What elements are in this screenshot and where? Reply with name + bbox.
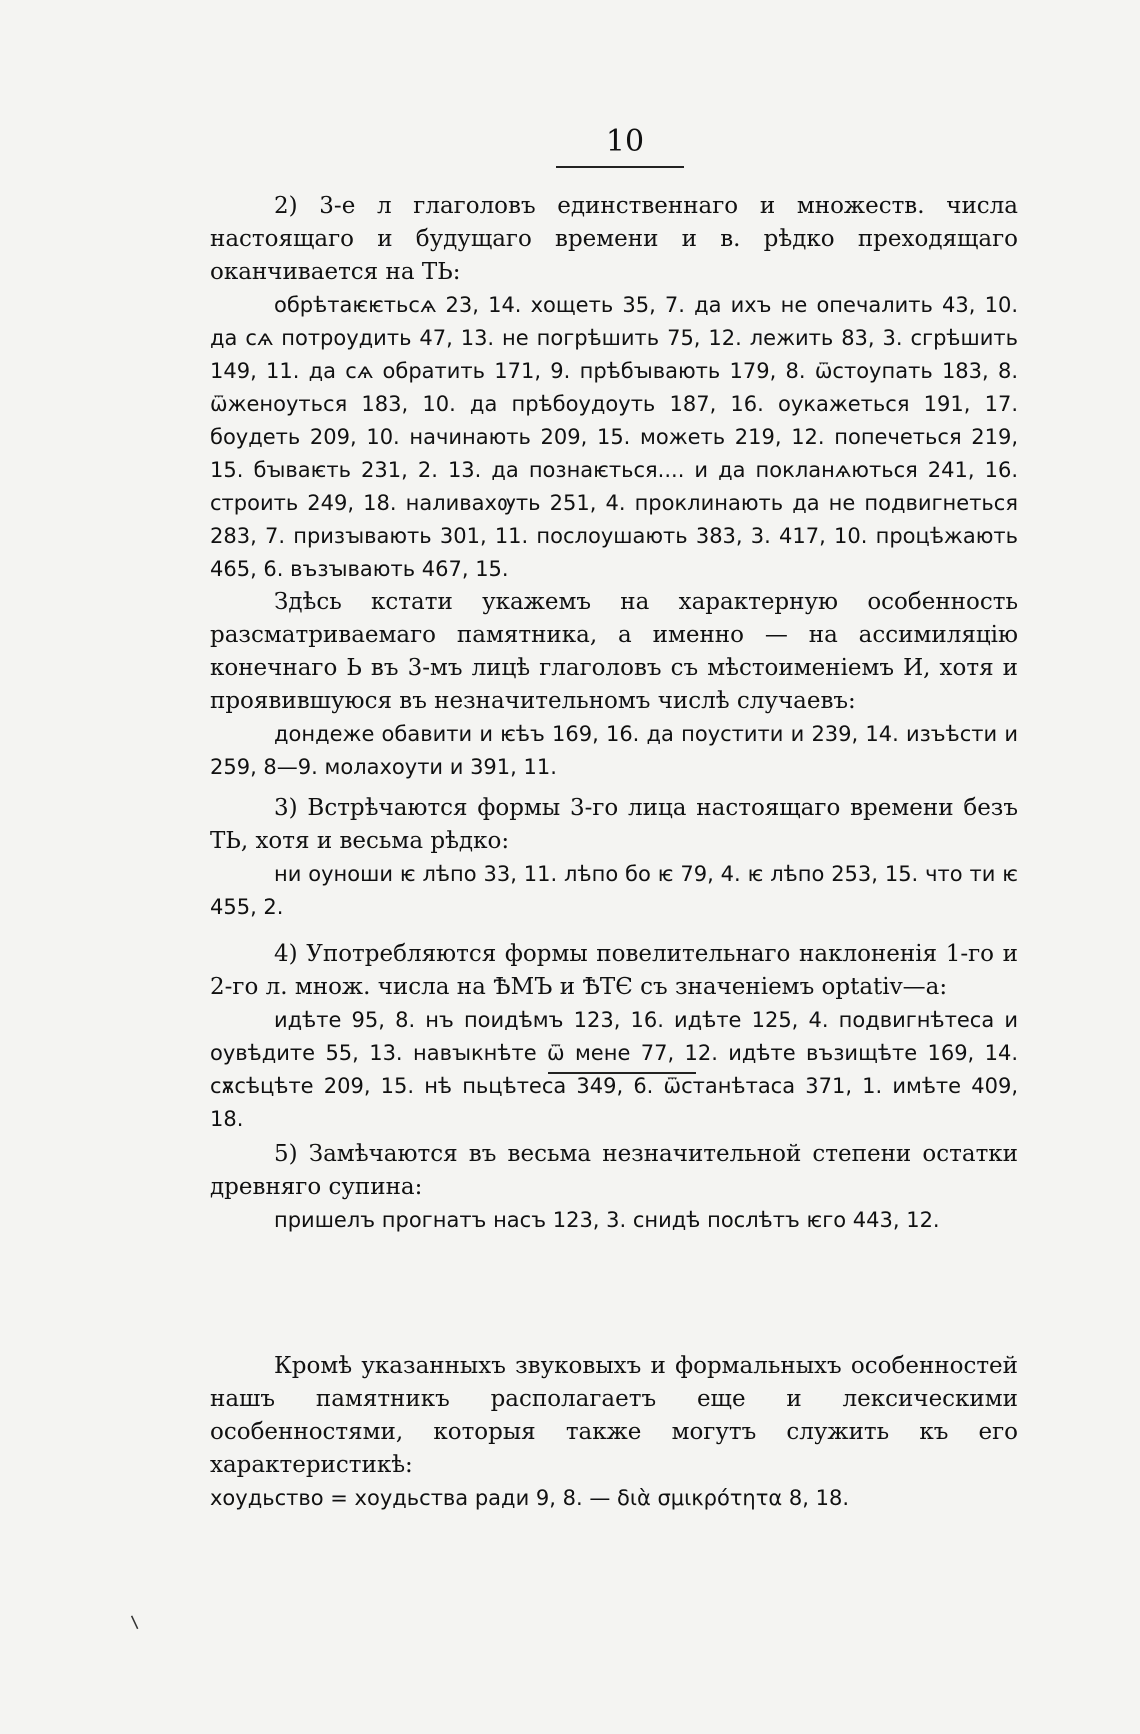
- ink-speck: ⸜: [123, 1597, 150, 1636]
- section-2-remark-examples: дондеже обавити и ѥѣъ 169, 16. да поустити и 239, 14. изъѣсти и 259, 8—9. молахоути и 391, 11.: [210, 722, 1018, 779]
- section-5-intro: 5) Замѣчаются въ весьма незначительной степени остатки древняго супина:: [210, 1141, 1018, 1200]
- section-4-intro: 4) Употребляются формы повелительнаго наклоненія 1-го и 2-го л. множ. числа на ѢМЪ и ѢТЄ съ значеніемъ optativ—a:: [210, 941, 1018, 1000]
- section-separator: [548, 1072, 696, 1074]
- lexical-examples: хоудьство = хоудьства ради 9, 8. — διὰ σμικρότητα 8, 18.: [210, 1486, 850, 1510]
- lexical-intro: Кромѣ указанныхъ звуковыхъ и формальныхъ особенностей нашъ памятникъ располагаетъ еще и лексическими особенностями, которыя также могутъ служить къ его характеристикѣ:: [210, 1353, 1018, 1478]
- section-2-intro: 2) 3-е л глаголовъ единственнаго и множеств. числа настоящаго и будущаго времени и в. рѣдко преходящаго оканчивается на ТЬ:: [210, 193, 1018, 285]
- section-2-examples: обрѣтаѥѥтьсѧ 23, 14. хощеть 35, 7. да ихъ не опечалить 43, 10. да сѧ потроудить 47, 13. не погрѣшить 75, 12. лежить 83, 3. сгрѣшить 149, 11. да сѧ обратить 171, 9. прѣбꙑвають 179, 8. ѿстоупать 183, 8. ѿженоуться 183, 10. да прѣбоудоуть 187, 16. оукажеться 191, 17. боудеть 209, 10. начинають 209, 15. можеть 219, 12. попечеться 219, 15. бꙑваѥть 231, 2. 13. да познаѥться.... и да покланѧються 241, 16. строить 249, 18. наливахѹть 251, 4. проклинають да не подвигнеться 283, 7. призꙑвають 301, 11. послоушають 383, 3. 417, 10. процѣжають 465, 6. възꙑвають 467, 15.: [210, 293, 1018, 581]
- section-4: [210, 938, 1018, 1136]
- page-number-rule: [556, 166, 684, 168]
- section-3-examples: ни оуноши ѥ лѣпо 33, 11. лѣпо бо ѥ 79, 4. ѥ лѣпо 253, 15. что ти ѥ 455, 2.: [210, 862, 1018, 919]
- section-2-remark: Здѣсь кстати укажемъ на характерную особенность разсматриваемаго памятника, а именно — на ассимиляцію конечнаго Ь въ 3-мъ лицѣ глаголовъ съ мѣстоименіемъ И, хотя и проявившуюся въ незначительномъ числѣ случаевъ:: [210, 589, 1018, 714]
- section-4-examples: идѣте 95, 8. нъ поидѣмъ 123, 16. идѣте 125, 4. подвигнѣтеса и оувѣдите 55, 13. навꙑкнѣте ѿ мене 77, 12. идѣте възищѣте 169, 14. сѫсѣцѣте 209, 15. нѣ пьцѣтеса 349, 6. ѿстанѣтаса 371, 1. имѣте 409, 18.: [210, 1008, 1018, 1131]
- lexical-section: [210, 1350, 1018, 1515]
- section-3: [210, 792, 1018, 924]
- section-5: [210, 1138, 1018, 1237]
- section-5-examples: пришелъ прогнатъ насъ 123, 3. снидѣ послѣтъ ѥго 443, 12.: [274, 1208, 940, 1232]
- section-2: [210, 190, 1018, 784]
- page-number: 10: [605, 124, 645, 159]
- section-3-intro: 3) Встрѣчаются формы 3-го лица настоящаго времени безъ ТЬ, хотя и весьма рѣдко:: [210, 795, 1018, 854]
